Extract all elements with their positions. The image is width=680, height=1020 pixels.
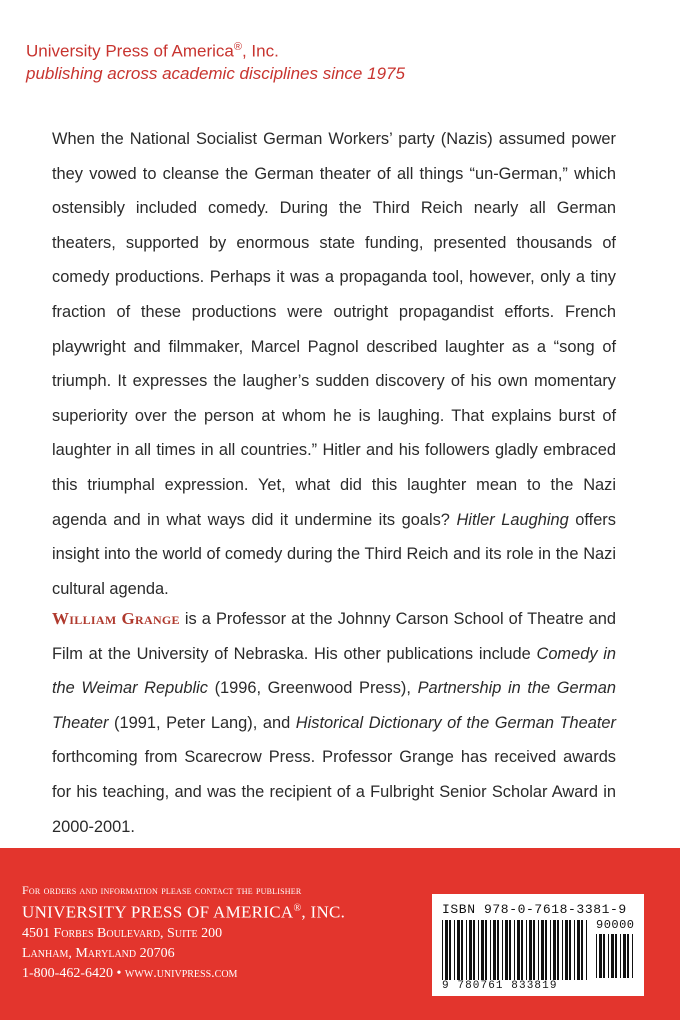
barcode-bar <box>485 920 487 980</box>
address-line-2: Lanham, Maryland 20706 <box>22 945 175 961</box>
press-registered-mark: ® <box>293 903 302 914</box>
order-info <box>22 882 345 984</box>
barcode-bar <box>461 920 463 980</box>
barcode-bar <box>557 920 559 980</box>
barcode-bar <box>497 920 499 980</box>
author-name: William Grange <box>52 609 180 628</box>
barcode-bar <box>454 920 455 980</box>
barcode-bar <box>469 920 472 980</box>
phone-web: 1-800-462-6420 • www.univpress.com <box>22 965 238 981</box>
barcode-bar <box>538 920 539 980</box>
barcode-bar <box>586 920 587 980</box>
barcode-bar <box>442 920 443 980</box>
barcode-bar <box>521 920 523 980</box>
barcode-bar <box>509 920 511 980</box>
barcode-bar <box>615 934 617 978</box>
barcode-bar <box>493 920 496 980</box>
barcode-bar <box>553 920 556 980</box>
barcode-bar <box>449 920 451 980</box>
barcode-bar <box>545 920 547 980</box>
barcode-bar <box>457 920 460 980</box>
barcode-bars <box>442 920 590 982</box>
publisher-name: University Press of America <box>26 41 234 61</box>
barcode-bar <box>466 920 467 980</box>
barcode-bar <box>581 920 583 980</box>
blurb-text-1: When the National Socialist German Workers’ party (Nazis) assumed power they vowed to cleanse the German theater of all things “un-German,” which ostensibly included comedy. During the Third Reich nearly all German theaters, supported by enormous state funding, presented thousands of comedy productions. Perhaps it was a propaganda tool, however, only a tiny fraction of these productions were outright propagandist efforts. French playwright and filmmaker, Marcel Pagnol described laughter as a “song of triumph. It expresses the laugher’s sudden discovery of his own momentary superiority over the person at whom he is laughing. That explains burst of laughter in all times in all countries.” Hitler and his followers gladly embraced this triumphal expression. Yet, what did this laughter mean to the Nazi agenda and in what ways did it undermine its goals? <box>52 130 616 529</box>
barcode-bar <box>569 920 571 980</box>
book-title: Hitler Laughing <box>456 510 569 529</box>
barcode-bar <box>620 934 621 978</box>
barcode-bar <box>550 920 551 980</box>
barcode-bar <box>478 920 479 980</box>
barcode-bar <box>541 920 544 980</box>
barcode-bar <box>481 920 484 980</box>
barcode-bar <box>562 920 563 980</box>
barcode-bar <box>577 920 580 980</box>
barcode-bar <box>529 920 532 980</box>
barcode-bar <box>514 920 515 980</box>
blurb-text-2: offers insight into the world of comedy during the Third Reich and its role in the Nazi cultural agenda. <box>52 510 616 598</box>
barcode-bar <box>603 934 605 978</box>
publisher-tagline: publishing across academic disciplines since 1975 <box>26 63 405 83</box>
barcode-bar <box>623 934 626 978</box>
barcode-bar <box>533 920 535 980</box>
bio-title-3: Historical Dictionary of the German Theater <box>295 713 616 732</box>
bio-text-1: is a Professor at the Johnny Carson School of Theatre and Film at the University of Nebraska. His other publications include <box>52 610 616 663</box>
address-line-1: 4501 Forbes Boulevard, Suite 200 <box>22 925 223 941</box>
barcode-bar <box>505 920 508 980</box>
press-suffix: , INC. <box>301 902 346 922</box>
author-bio <box>52 602 616 844</box>
barcode-box <box>432 894 644 996</box>
barcode-bar <box>608 934 609 978</box>
barcode-bar <box>526 920 527 980</box>
book-blurb <box>52 122 616 606</box>
barcode-bar <box>517 920 520 980</box>
bio-text-3: (1991, Peter Lang), and <box>108 713 296 732</box>
price-barcode-bars <box>596 934 636 982</box>
barcode-bar <box>632 934 633 978</box>
barcode-bar <box>599 934 602 978</box>
ean-digits: 9 780761 833819 <box>442 980 558 992</box>
barcode-bar <box>473 920 475 980</box>
registered-mark: ® <box>233 41 242 53</box>
bio-text-4: forthcoming from Scarecrow Press. Professor Grange has received awards for his teaching, and was the recipient of a Fulbright Senior Scholar Award in 2000-2001. <box>52 748 616 836</box>
bio-text-2: (1996, Greenwood Press), <box>207 679 418 698</box>
publisher-header <box>26 36 405 85</box>
order-prompt: For orders and information please contact the publisher <box>22 883 302 897</box>
barcode-bar <box>596 934 597 978</box>
bio-title-2: Partnership in the German Theater <box>52 679 617 732</box>
barcode-bar <box>611 934 614 978</box>
press-name: UNIVERSITY PRESS OF AMERICA <box>22 902 294 922</box>
barcode-bar <box>627 934 629 978</box>
barcode-bar <box>502 920 503 980</box>
footer-band <box>0 848 680 1020</box>
publisher-suffix: , Inc. <box>241 41 279 61</box>
barcode-bar <box>574 920 575 980</box>
barcode-bar <box>565 920 568 980</box>
bio-title-1: Comedy in the Weimar Republic <box>52 644 616 698</box>
barcode-bar <box>490 920 491 980</box>
barcode-bar <box>445 920 448 980</box>
isbn-text: ISBN 978-0-7618-3381-9 <box>442 902 627 917</box>
price-code: 90000 <box>596 918 635 932</box>
